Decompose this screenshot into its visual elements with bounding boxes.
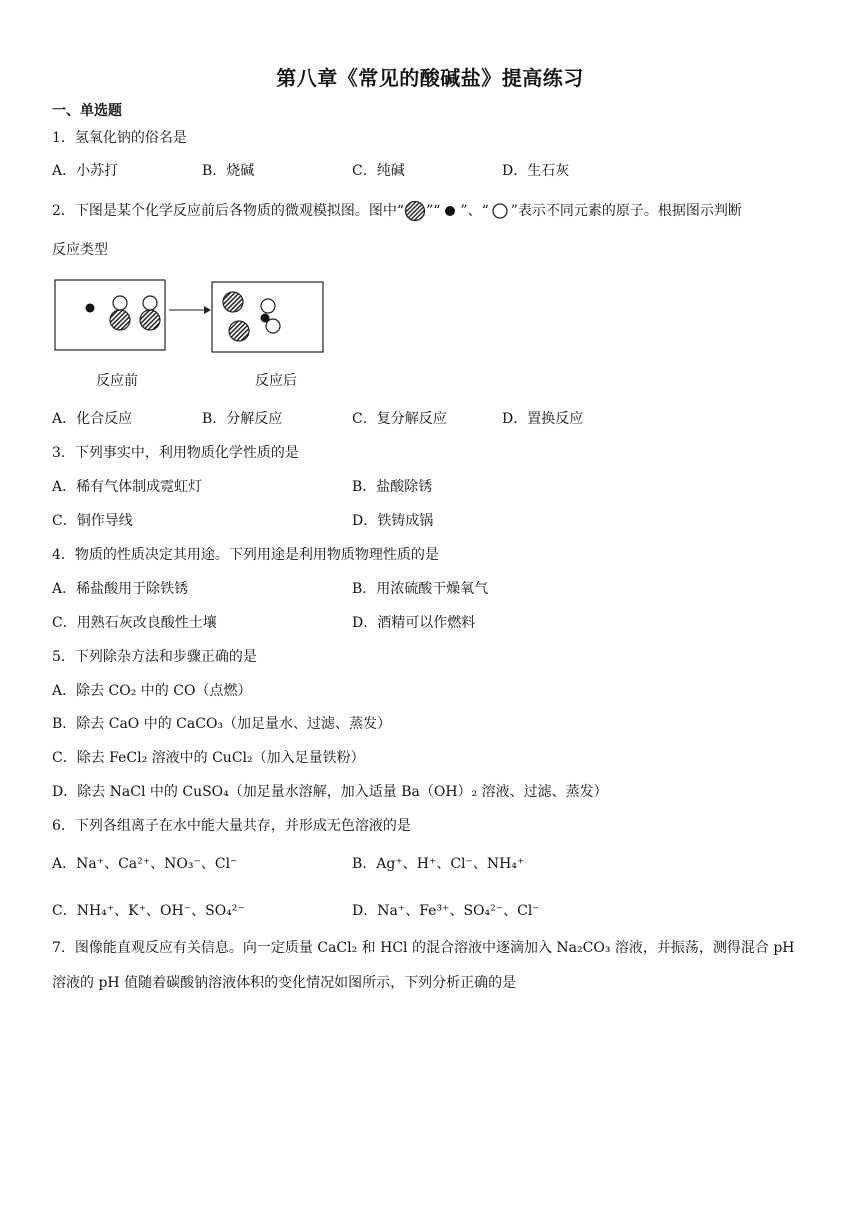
q4-option-d: D．酒精可以作燃料 [352,615,476,631]
after-hatched-atom-1 [223,292,243,312]
black-atom-icon [440,201,460,221]
q1-option-d: D．生石灰 [502,163,570,179]
q1-option-c: C．纯碱 [352,163,405,179]
before-white-atom-1 [113,296,127,310]
label-after-reaction: 反应后 [255,373,297,389]
q2-option-d: D．置换反应 [502,411,584,427]
q4-option-b: B．用浓硫酸干燥氧气 [352,581,489,597]
question-7-stem-line1: 7．图像能直观反应有关信息。向一定质量 CaCl₂ 和 HCl 的混合溶液中逐滴加入 Na₂CO₃ 溶液，并振荡，测得混合 pH [52,940,795,956]
q3-option-c: C．铜作导线 [52,513,133,529]
question-7-stem-line2: 溶液的 pH 值随着碳酸钠溶液体积的变化情况如图所示，下列分析正确的是 [52,975,517,991]
question-2-stem-line2: 反应类型 [52,242,108,258]
label-before-reaction: 反应前 [96,373,138,389]
before-white-atom-2 [143,296,157,310]
question-6-stem: 6．下列各组离子在水中能大量共存，并形成无色溶液的是 [52,818,411,834]
page-title: 第八章《常见的酸碱盐》提高练习 [276,66,584,90]
q5-option-d: D．除去 NaCl 中的 CuSO₄（加足量水溶解，加入适量 Ba（OH）₂ 溶液、过滤、蒸发） [52,784,608,800]
q2-stem-part-d: ”表示不同元素的原子。根据图示判断 [510,203,742,219]
q2-stem-part-b: ”“ [426,203,441,219]
q6-option-c: C．NH₄⁺、K⁺、OH⁻、SO₄²⁻ [52,903,245,919]
q6-option-b: B．Ag⁺、H⁺、Cl⁻、NH₄⁺ [352,856,525,872]
q3-option-b: B．盐酸除锈 [352,479,433,495]
question-3-stem: 3．下列事实中，利用物质化学性质的是 [52,445,299,461]
question-1-stem: 1．氢氧化钠的俗名是 [52,130,187,146]
before-black-atom [86,304,95,313]
q5-option-a: A．除去 CO₂ 中的 CO（点燃） [52,683,252,699]
q2-stem-part-c: ”、“ [460,203,489,219]
before-hatched-atom-1 [110,310,130,330]
q6-option-a: A．Na⁺、Ca²⁺、NO₃⁻、Cl⁻ [52,856,238,872]
after-hatched-atom-2 [229,321,249,341]
question-4-stem: 4．物质的性质决定其用途。下列用途是利用物质物理性质的是 [52,547,439,563]
q6-option-d: D．Na⁺、Fe³⁺、SO₄²⁻、Cl⁻ [352,903,540,919]
q4-option-a: A．稀盐酸用于除铁锈 [52,581,189,597]
q5-option-b: B．除去 CaO 中的 CaCO₃（加足量水、过滤、蒸发） [52,716,392,732]
after-black-atom [261,314,270,323]
question-5-stem: 5．下列除杂方法和步骤正确的是 [52,649,257,665]
q2-option-b: B．分解反应 [202,411,283,427]
q2-option-c: C．复分解反应 [352,411,447,427]
q2-option-a: A．化合反应 [52,411,133,427]
white-atom-icon [489,200,511,222]
question-2-stem [52,200,742,222]
q1-option-a: A．小苏打 [52,163,119,179]
q1-option-b: B．烧碱 [202,163,255,179]
before-hatched-atom-2 [140,310,160,330]
reaction-diagram [54,278,354,358]
reaction-arrow-head [204,306,211,314]
after-white-atom-1 [261,299,275,313]
q4-option-c: C．用熟石灰改良酸性土壤 [52,615,217,631]
q3-option-d: D．铁铸成锅 [352,513,434,529]
q3-option-a: A．稀有气体制成霓虹灯 [52,479,203,495]
q5-option-c: C．除去 FeCl₂ 溶液中的 CuCl₂（加入足量铁粉） [52,750,365,766]
hatched-atom-icon [404,200,426,222]
section-heading: 一、单选题 [52,103,122,119]
q2-stem-part-a: 2．下图是某个化学反应前后各物质的微观模拟图。图中“ [52,203,405,219]
